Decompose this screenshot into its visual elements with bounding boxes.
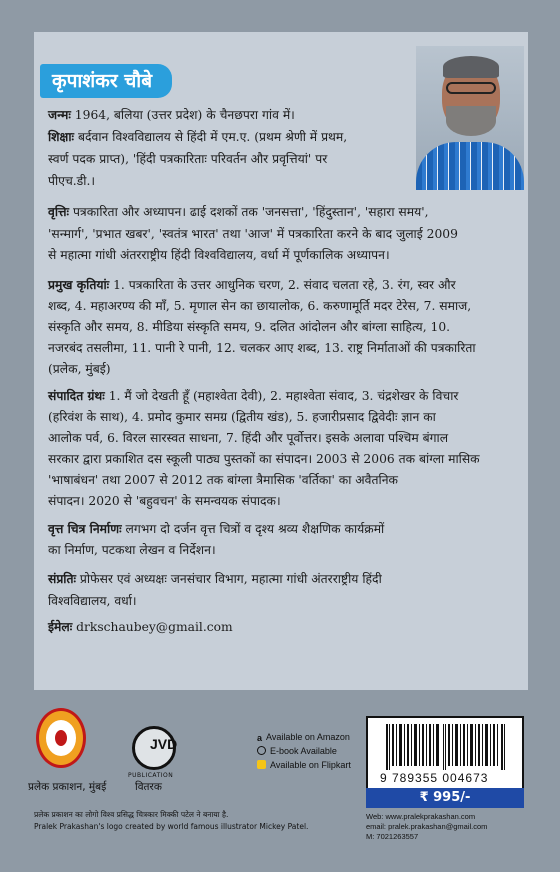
works-label: प्रमुख कृतियांः: [48, 277, 110, 292]
current-line-2: विश्वविद्यालय, वर्धा।: [48, 594, 137, 608]
pralek-logo-icon: [34, 708, 88, 776]
availability-label: Available on Flipkart: [270, 760, 351, 770]
current-label: संप्रतिः: [48, 571, 76, 586]
film-label: वृत्त चित्र निर्माणः: [48, 521, 122, 536]
photo-shirt: [416, 142, 524, 190]
publisher-label: प्रलेक प्रकाशन, मुंबई: [28, 781, 107, 793]
edited-line-3: आलोक पर्व, 6. विरल सारस्वत साधना, 7. हिंदी और पूर्वोत्तर। इसके अलावा पश्चिम बंगाल: [48, 431, 449, 445]
contact-email: email: pralek.prakashan@gmail.com: [366, 822, 488, 831]
availability-amazon: [257, 732, 350, 742]
works-line-1: [48, 276, 456, 294]
education-line-1: [48, 128, 347, 146]
logo-credit-hindi: प्रलेक प्रकाशन का लोगो विश्व प्रसिद्ध चित्रकार मिक्की पटेल ने बनाया है.: [34, 810, 229, 819]
flipkart-icon: [257, 760, 266, 769]
edited-label: संपादित ग्रंथः: [48, 388, 105, 403]
logo-credit-english: Pralek Prakashan's logo created by world famous illustrator Mickey Patel.: [34, 822, 309, 831]
vritti-line-2: 'सन्मार्ग', 'प्रभात खबर', 'स्वतंत्र भारत' तथा 'आज' में पत्रकारिता करने के बाद जुलाई 2009: [48, 227, 458, 241]
edited-line-1: [48, 387, 458, 405]
amazon-icon: a: [257, 733, 263, 743]
education-line-2: स्वर्ण पदक प्राप्त), 'हिंदी पत्रकारिताः परिवर्तन और प्रवृत्तियां' पर: [48, 152, 328, 166]
works-line-4: नजरबंद तसलीमा, 11. पानी रे पानी, 12. चलकर आए शब्द, 13. राष्ट्र निर्माताओं की पत्रकारिता: [48, 341, 476, 355]
jvd-sub: PUBLICATION: [128, 772, 174, 779]
distributor-label: वितरक: [135, 781, 162, 793]
film-line-1: [48, 520, 384, 538]
email-label: ईमेलः: [48, 619, 73, 634]
current-text-1: प्रोफेसर एवं अध्यक्षः जनसंचार विभाग, महात्मा गांधी अंतरराष्ट्रीय हिंदी: [79, 572, 382, 586]
birth-line: [48, 106, 295, 124]
birth-label: जन्मः: [48, 107, 71, 122]
education-label: शिक्षाः: [48, 129, 75, 144]
edited-line-5: 'भाषाबंधन' तथा 2007 से 2012 तक बांग्ला त्रैमासिक 'वर्तिका' का अवैतनिक: [48, 473, 398, 487]
edited-text-1: 1. मैं जो देखती हूँ (महाश्वेता देवी), 2. महाश्वेता संवाद, 3. चंद्रशेखर के विचार: [108, 389, 459, 403]
jvd-logo-icon: [128, 726, 186, 779]
email-value: drkschaubey@gmail.com: [76, 620, 233, 634]
photo-glasses: [446, 82, 496, 94]
ebook-icon: [257, 746, 266, 755]
author-photo: [416, 46, 524, 190]
vritti-line-3: से महात्मा गांधी अंतरराष्ट्रीय हिंदी विश्वविद्यालय, वर्धा में पूर्णकालिक अध्यापन।: [48, 248, 390, 262]
vritti-text-1: पत्रकारिता और अध्यापन। ढाई दशकों तक 'जनसत्ता', 'हिंदुस्तान', 'सहारा समय',: [72, 205, 429, 219]
photo-beard: [446, 106, 496, 136]
availability-flipkart: [257, 760, 351, 770]
birth-text: 1964, बलिया (उत्तर प्रदेश) के चैनछपरा गांव में।: [74, 108, 295, 122]
availability-label: Available on Amazon: [266, 732, 350, 742]
photo-hair: [443, 56, 499, 78]
availability-ebook: [257, 746, 337, 756]
contact-web: Web: www.pralekprakashan.com: [366, 812, 476, 821]
works-line-5: (प्रलेक, मुंबई): [48, 362, 111, 376]
works-text-1: 1. पत्रकारिता के उत्तर आधुनिक चरण, 2. संवाद चलता रहे, 3. रंग, स्वर और: [113, 278, 456, 292]
current-line-1: [48, 570, 382, 588]
edited-line-2: (हरिवंश के साथ), 4. प्रमोद कुमार समग्र (द्वितीय खंड), 5. हजारीप्रसाद द्विवेदीः ज्ञान का: [48, 410, 436, 424]
vritti-line-1: [48, 203, 429, 221]
education-text-1: बर्दवान विश्वविद्यालय से हिंदी में एम.ए. (प्रथम श्रेणी में प्रथम,: [77, 130, 348, 144]
author-name: कृपाशंकर चौबे: [40, 64, 172, 98]
barcode-graphic: [386, 724, 506, 770]
film-line-2: का निर्माण, पटकथा लेखन व निर्देशन।: [48, 543, 216, 557]
price-badge: ₹ 995/-: [366, 788, 524, 808]
works-line-3: संस्कृति और समय, 8. मीडिया संस्कृति समय, 9. दलित आंदोलन और बांग्ला साहित्य, 10.: [48, 320, 451, 334]
email-line: [48, 618, 233, 636]
jvd-text: JVD: [150, 736, 178, 752]
edited-line-4: सरकार द्वारा प्रकाशित दस स्कूली पाठ्य पुस्तकों का संपादन। 2003 से 2006 तक बांग्ला मासिक: [48, 452, 480, 466]
availability-label: E-book Available: [270, 746, 337, 756]
works-line-2: शब्द, 4. महाअरण्य की माँ, 5. मृणाल सेन का छायालोक, 6. करुणामूर्ति मदर टेरेस, 7. समाज,: [48, 299, 472, 313]
vritti-label: वृत्तिः: [48, 204, 70, 219]
film-text-1: लगभग दो दर्जन वृत्त चित्रों व दृश्य श्रव्य शैक्षणिक कार्यक्रमों: [125, 522, 385, 536]
isbn-number: 9 789355 004673: [380, 771, 489, 785]
contact-phone: M: 7021263557: [366, 832, 419, 841]
edited-line-6: संपादन। 2020 से 'बहुवचन' के समन्वयक संपादक।: [48, 494, 281, 508]
education-line-3: पीएच.डी.।: [48, 174, 96, 188]
